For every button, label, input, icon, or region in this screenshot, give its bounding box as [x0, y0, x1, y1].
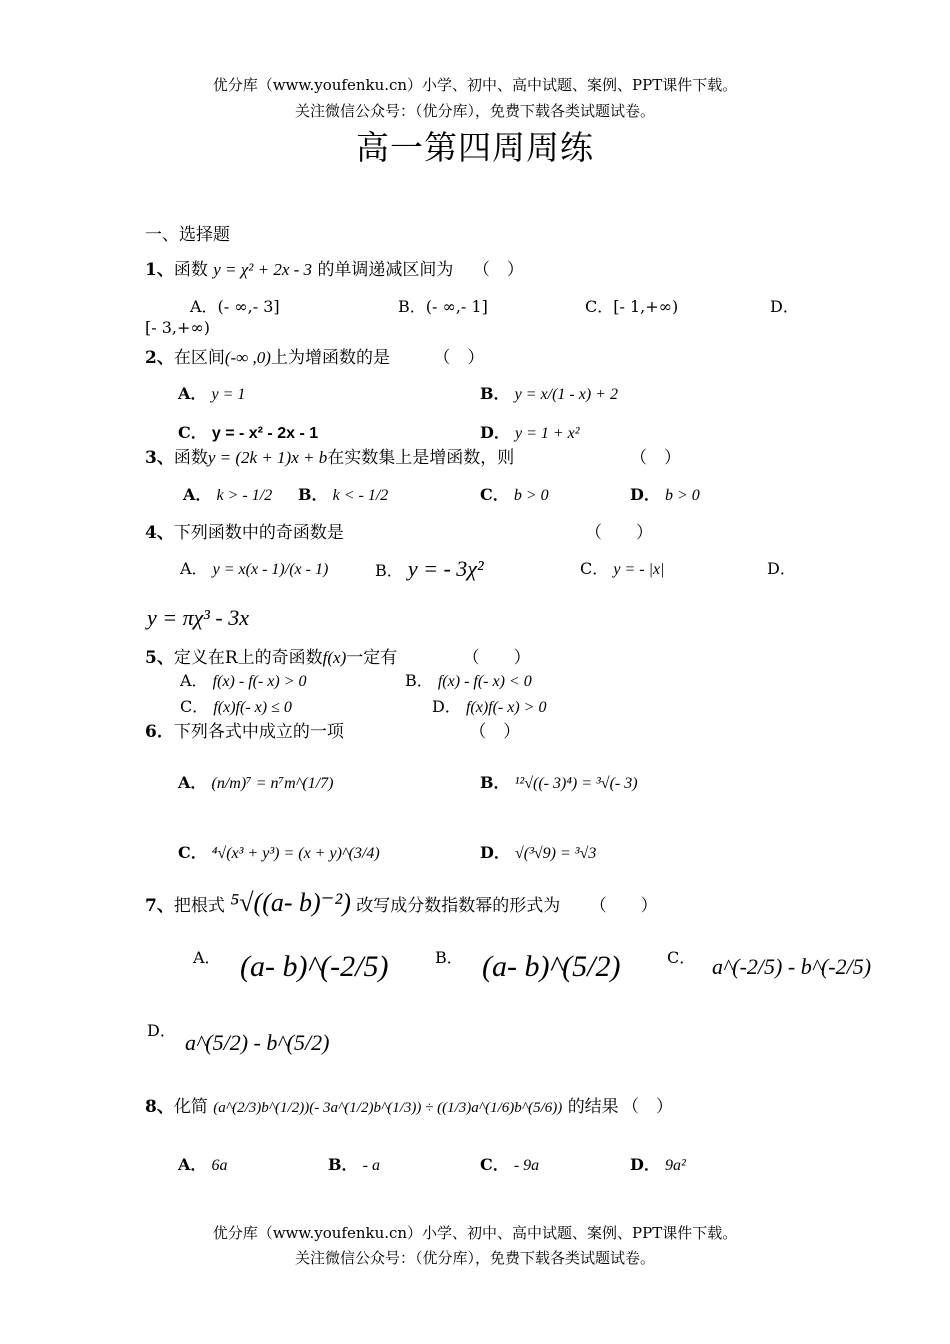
q5-option-a[interactable]: A． f(x) - f(- x) > 0 — [180, 671, 307, 690]
q5-option-c[interactable]: C． f(x)f(- x) ≤ 0 — [180, 697, 292, 716]
q6-option-c[interactable]: C． ⁴√(x³ + y³) = (x + y)^(3/4) — [178, 843, 380, 862]
q3-option-c[interactable]: C． b > 0 — [480, 485, 549, 504]
q4-paren: （ ） — [585, 523, 653, 543]
q8-option-b[interactable]: B． - a — [328, 1155, 380, 1174]
section-heading: 一、选择题 — [145, 225, 230, 245]
q7-option-b-label[interactable]: B． — [435, 948, 463, 967]
question-1: 1、函数 y = χ² + 2x - 3 的单调递减区间为 （ ） — [145, 260, 524, 280]
question-6: 6．下列各式中成立的一项 （ ） — [145, 722, 521, 742]
q4-option-d-label[interactable]: D． — [767, 559, 796, 578]
q7-option-a[interactable]: (a- b)^(-2/5) — [240, 950, 389, 983]
q5-option-d[interactable]: D． f(x)f(- x) > 0 — [432, 697, 547, 716]
question-8: 8、化简 (a^(2/3)b^(1/2))(- 3a^(1/2)b^(1/3)) ÷ ((1/3)a^(1/6)b^(5/6)) 的结果 — [145, 1097, 619, 1117]
q4-option-b[interactable]: B． y = - 3χ² — [375, 556, 484, 581]
q2-option-b[interactable]: B． y = x/(1 - x) + 2 — [480, 384, 618, 403]
q3-paren: （ ） — [630, 448, 681, 468]
q2-option-c[interactable]: C． y = - x² - 2x - 1 — [178, 423, 319, 442]
q1-option-b[interactable]: B．(- ∞,- 1] — [398, 297, 488, 316]
q8-option-a[interactable]: A． 6a — [178, 1155, 228, 1174]
q5-option-b[interactable]: B． f(x) - f(- x) < 0 — [405, 671, 532, 690]
q4-option-c[interactable]: C． y = - |x| — [580, 559, 665, 578]
q7-option-d[interactable]: a^(5/2) - b^(5/2) — [185, 1030, 330, 1055]
q7-option-a-label[interactable]: A． — [193, 948, 221, 967]
q6-option-b[interactable]: B． ¹²√((- 3)⁴) = ³√(- 3) — [480, 773, 638, 792]
q1-option-a[interactable]: A．(- ∞,- 3] — [190, 297, 280, 316]
question-2: 2、在区间(-∞ ,0)上为增函数的是 （ ） — [145, 348, 485, 368]
q1-formula: y = χ² + 2x - 3 — [213, 260, 313, 279]
q7-option-b[interactable]: (a- b)^(5/2) — [482, 950, 621, 983]
page-title: 高一第四周周练 — [356, 128, 594, 167]
q4-option-d[interactable]: y = πχ³ - 3x — [147, 605, 249, 630]
q7-option-c-label[interactable]: C． — [667, 948, 696, 967]
footer-line-2: 关注微信公众号：（优分库），免费下载各类试题试卷。 — [294, 1249, 655, 1267]
q8-paren: （ ） — [622, 1097, 673, 1117]
header-line-2: 关注微信公众号：（优分库），免费下载各类试题试卷。 — [294, 102, 655, 120]
q6-option-d[interactable]: D． √(³√9) = ³√3 — [480, 843, 597, 862]
question-7: 7、把根式 ⁵√((a- b)⁻²) 改写成分数指数幂的形式为 （ ） — [145, 888, 658, 917]
q8-option-d[interactable]: D． 9a² — [630, 1155, 686, 1174]
q3-option-b[interactable]: B． k < - 1/2 — [298, 485, 389, 504]
question-5: 5、定义在R上的奇函数f(x)一定有 （ ） — [145, 648, 531, 668]
q7-option-d-label[interactable]: D． — [147, 1021, 176, 1040]
q4-option-a[interactable]: A． y = x(x - 1)/(x - 1) — [180, 559, 329, 578]
q1-option-c[interactable]: C．[- 1,+∞) — [585, 297, 679, 316]
q8-option-c[interactable]: C． - 9a — [480, 1155, 540, 1174]
q2-option-d[interactable]: D． y = 1 + x² — [480, 423, 580, 442]
q6-option-a[interactable]: A． (n/m)⁷ = n⁷m^(1/7) — [178, 773, 334, 792]
q3-option-a[interactable]: A． k > - 1/2 — [183, 485, 273, 504]
q7-radical: ⁵√((a- b)⁻²) — [230, 888, 351, 917]
question-4: 4、下列函数中的奇函数是 — [145, 523, 344, 543]
q3-option-d[interactable]: D． b > 0 — [630, 485, 700, 504]
footer-line-1: 优分库（www.youfenku.cn）小学、初中、高中试题、案例、PPT课件下载。 — [212, 1224, 738, 1242]
question-3: 3、函数y = (2k + 1)x + b在实数集上是增函数，则 — [145, 448, 515, 468]
q7-option-c[interactable]: a^(-2/5) - b^(-2/5) — [712, 954, 872, 979]
q1-option-d-label[interactable]: D． — [770, 297, 799, 316]
q2-option-a[interactable]: A． y = 1 — [178, 384, 246, 403]
header-line-1: 优分库（www.youfenku.cn）小学、初中、高中试题、案例、PPT课件下载。 — [212, 76, 738, 94]
q1-option-d[interactable]: [- 3,+∞) — [145, 318, 210, 337]
q8-expression: (a^(2/3)b^(1/2))(- 3a^(1/2)b^(1/3)) ÷ ((1/3)a^(1/6)b^(5/6)) — [213, 1100, 563, 1116]
